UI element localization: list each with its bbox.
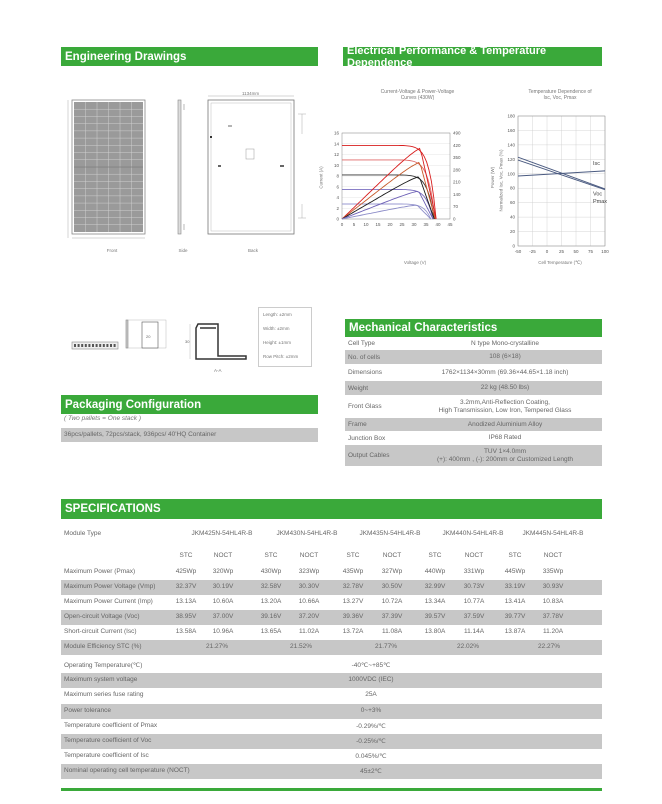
mech-row [345,381,602,395]
spec-value: 13.87A [504,628,526,635]
iv-ytick-label: 4 [336,195,339,200]
spec-value: 38.95V [175,613,197,620]
spec-value: 445Wp [504,568,526,575]
engineering-header [61,47,318,66]
spec-row [61,688,602,703]
efficiency-value: 22.02% [456,643,480,650]
connector-pin [96,344,98,347]
mech-label: Output Cables [348,452,390,459]
iv-y2tick-label: 210 [453,179,461,185]
mech-value-line: 108 (6×18) [489,353,521,361]
electrical-header-title: Electrical Performance & Temperature Dependence [347,44,547,69]
spec-value: 39.16V [260,613,282,620]
spec-value: 331Wp [463,568,485,575]
common-value: -40℃~+85℃ [351,662,391,669]
spec-label: Temperature coefficient of Pmax [64,721,158,729]
spec-value: 10.96A [212,628,234,635]
svg-text:30: 30 [185,339,190,344]
connector-pin [78,344,80,347]
spec-value: 10.66A [298,598,320,605]
spec-row [61,719,602,734]
spec-label: Maximum series fuse rating [64,691,144,699]
iv-chart-title-line1: Current-Voltage & Power-Voltage [380,89,455,95]
spec-value: 327Wp [381,568,403,575]
mech-value [408,448,602,463]
connector-pin [99,344,101,347]
mechanical-header [345,319,602,337]
temp-ylabel: Normalized Isc, Voc, Pmax (%) [498,149,504,212]
stc-header: STC [179,552,193,559]
spec-value: 30.73V [463,583,485,590]
spec-row [61,580,602,595]
stc-header: STC [264,552,278,559]
mechanical-table [345,337,602,466]
spec-row [61,704,602,719]
spec-row [61,565,602,580]
electrical-header [343,44,602,69]
back-caption: Back [247,248,258,253]
connector-pin [81,344,83,347]
connector-pin [92,344,94,347]
spec-row [61,734,602,749]
efficiency-value: 22.27% [537,643,561,650]
spec-value: 13.34A [424,598,446,605]
common-value: -0.25%/℃ [356,738,386,745]
spec-value: 32.78V [342,583,364,590]
iv-xtick-label: 30 [411,222,417,227]
dim-row-pitch: Row Pitch: ±2mm [263,354,299,359]
noct-header: NOCT [299,552,319,559]
spec-value: 13.13A [175,598,197,605]
spec-value: 37.39V [381,613,403,620]
spec-value: 11.02A [298,628,320,635]
mech-value-line2: High Transmission, Low Iron, Tempered Glass [438,406,572,414]
packaging-note: ( Two pallets = One stack ) [64,415,142,422]
spec-value: 32.99V [424,583,446,590]
iv-xtick-label: 15 [375,222,381,227]
dim-width: Width: ±2mm [263,326,290,331]
mech-label: Front Glass [348,403,382,410]
side-view-drawing [178,100,184,234]
spec-value: 425Wp [175,568,197,575]
common-value: 0~+3% [360,706,382,714]
noct-header: NOCT [213,552,233,559]
iv-ytick-label: 12 [333,152,339,157]
spec-label: Temperature coefficient of Voc [64,737,152,744]
spec-value: 37.20V [298,613,320,620]
spec-row [61,527,602,541]
power-curve [342,191,433,219]
iv-xtick-label: 5 [352,222,356,227]
model-name: JKM425N-54HL4R-B [191,530,253,537]
spec-value: 37.00V [212,613,234,620]
mechanical-header-title: Mechanical Characteristics [349,322,498,334]
spec-value: 435Wp [342,568,364,575]
back-view-drawing [208,96,306,234]
spec-label: Module Type [64,530,102,537]
mech-value [408,421,602,429]
mech-row [345,337,602,350]
dimension-tolerances [258,307,312,367]
spec-label: Maximum Power Voltage (Vmp) [64,583,156,590]
spec-row [61,764,602,779]
specifications-header [61,499,602,519]
spec-row [61,658,602,673]
mech-value [408,434,602,442]
common-value: 45±2℃ [360,768,382,776]
spec-row [61,610,602,625]
model-name: JKM430N-54HL4R-B [276,530,338,537]
spec-value: 37.59V [463,613,485,620]
spec-value: 13.58A [175,628,197,635]
mech-value-line2: (+): 400mm , (-): 200mm or Customized Length [436,455,573,463]
temp-xtick-label: 0 [545,249,549,254]
spec-value: 13.27V [342,598,364,605]
iv-xtick-label: 35 [423,222,429,227]
spec-value: 335Wp [542,568,564,575]
packaging-detail-row [61,428,318,442]
spec-label: Nominal operating cell temperature (NOCT) [64,767,190,775]
mech-row [345,395,602,418]
efficiency-value: 21.77% [374,643,398,650]
mech-row [345,445,602,466]
iv-y2tick-label: 280 [453,167,461,173]
spec-value: 39.77V [504,613,526,620]
iv-ytick-label: 16 [333,130,339,136]
mech-value [408,353,602,361]
noct-header: NOCT [543,552,563,559]
spec-label: Power tolerance [64,706,111,714]
packaging-detail: 36pcs/pallets, 72pcs/stack, 936pcs/ 40'HQ Container [64,431,217,438]
spec-value: 32.37V [175,583,197,590]
connector-pin [85,344,87,347]
temp-series-label: Isc [593,160,601,167]
power-curve [342,205,431,219]
iv-y2tick-label: 140 [453,191,461,197]
temp-xtick-label: -50 [514,249,522,254]
mech-value-line: 22 kg (48.50 lbs) [480,384,530,392]
spec-value: 30.50V [381,583,403,590]
iv-xtick-label: 10 [363,222,369,227]
mech-label: Dimensions [348,369,382,376]
specifications-header-title: SPECIFICATIONS [65,503,161,515]
frame-section-drawing [70,318,250,376]
spec-label: Module Efficiency STC (%) [64,643,142,650]
common-value: 25A [365,691,377,699]
spec-value: 13.20A [260,598,282,605]
temp-xtick-label: 25 [558,249,565,254]
spec-label: Short-circuit Current (Isc) [64,628,137,635]
spec-value: 11.20A [542,628,564,635]
iv-ytick-label: 14 [333,141,339,147]
mech-row [345,431,602,445]
back-top-dim: 1134mm [242,91,260,96]
bottom-rule [61,788,602,791]
temp-ytick-label: 20 [509,229,515,235]
common-value: 1000VDC (IEC) [348,676,394,684]
spec-row [61,549,602,563]
temp-xtick-label: 75 [587,249,594,254]
mech-value [408,384,602,392]
efficiency-value: 21.52% [289,643,313,650]
temp-ytick-label: 80 [509,185,515,191]
mech-value [408,340,602,348]
iv-curve [342,175,434,219]
spec-row [61,625,602,640]
spec-value: 10.83A [542,598,564,605]
temp-ytick-label: 60 [509,200,515,206]
temp-ytick-label: 180 [507,113,515,119]
spec-value: 30.93V [542,583,564,590]
temp-series-label: Voc [593,191,603,198]
mech-value-line: 3.2mm,Anti-Reflection Coating, [460,399,550,406]
spec-row [61,640,602,655]
iv-xtick-label: 25 [399,222,405,227]
mech-label: Junction Box [348,434,386,442]
spec-value: 30.30V [298,583,320,590]
mech-value-line: TUV 1×4.0mm [483,448,527,455]
mech-value [408,369,602,377]
engineering-drawings [62,90,320,260]
spec-value: 320Wp [212,568,234,575]
iv-ytick-label: 10 [333,162,339,168]
temp-xtick-label: -25 [529,249,536,254]
temp-xlabel: Cell Temperature (℃) [538,260,582,265]
spec-row [61,673,602,688]
spec-value: 39.57V [424,613,446,620]
noct-header: NOCT [382,552,402,559]
spec-label: Maximum Power (Pmax) [64,568,136,575]
iv-xtick-label: 0 [340,222,344,227]
iv-y2tick-label: 70 [453,204,459,210]
mech-value-line: Anodized Aluminium Alloy [467,420,543,428]
spec-label: Maximum Power Current (Imp) [64,598,153,605]
mech-value-line: N type Mono-crystalline [471,339,539,347]
stc-header: STC [346,552,360,559]
spec-value: 11.08A [381,628,403,635]
iv-ytick-label: 0 [336,216,339,222]
specifications-table [61,523,602,783]
mech-label: Cell Type [348,340,375,347]
front-caption: Front [106,248,118,253]
mech-row [345,350,602,364]
temp-ytick-label: 140 [507,142,515,148]
spec-value: 13.80A [424,628,446,635]
stc-header: STC [508,552,522,559]
connector-pin [74,344,76,347]
spec-label: Temperature coefficient of Isc [64,752,149,760]
spec-value: 323Wp [298,568,320,575]
connector-pin [110,344,112,347]
dim-length: Length: ±2mm [263,312,292,317]
front-view-drawing [68,100,145,238]
connector-pin [103,344,105,347]
connector-pin [106,344,108,347]
iv-ytick-label: 8 [336,173,339,179]
mech-row [345,364,602,381]
temp-ytick-label: 120 [507,156,515,162]
packaging-header [61,395,318,414]
spec-row [61,749,602,764]
iv-chart-title-line2: Curves (430W) [400,95,435,101]
efficiency-value: 21.27% [205,643,229,650]
common-value: -0.29%/℃ [356,722,386,730]
model-name: JKM435N-54HL4R-B [359,530,421,537]
iv-y2tick-label: 0 [453,216,456,222]
spec-value: 39.36V [342,613,364,620]
model-name: JKM440N-54HL4R-B [442,530,504,537]
side-caption: Side [178,248,188,253]
spec-value: 37.78V [542,613,564,620]
temp-chart-title-line1: Temperature Dependence of [528,89,592,95]
spec-label: Maximum system voltage [64,676,138,684]
spec-value: 440Wp [424,568,446,575]
spec-value: 10.72A [381,598,403,605]
iv-xtick-label: 40 [435,222,441,227]
spec-value: 10.60A [212,598,234,605]
iv-y2tick-label: 490 [453,130,461,136]
packaging-header-title: Packaging Configuration [65,398,202,411]
spec-value: 13.72A [342,628,364,635]
spec-value: 11.14A [463,628,485,635]
temp-chart [500,108,625,256]
spec-value: 30.19V [212,583,234,590]
iv-y2tick-label: 420 [453,142,461,148]
temp-xtick-label: 100 [601,249,609,254]
iv-ytick-label: 2 [336,205,339,211]
model-name: JKM445N-54HL4R-B [522,530,584,537]
iv-ylabel: Current (A) [318,166,324,189]
mech-label: No. of cells [348,353,381,361]
temp-ytick-label: 100 [507,171,515,177]
engineering-header-title: Engineering Drawings [65,50,187,63]
temp-chart-title-line2: Isc, Voc, Pmax [543,95,577,101]
iv-xtick-label: 45 [447,222,453,227]
mech-value-line: IP68 Rated [488,434,522,442]
iv-xtick-label: 20 [387,222,393,227]
mech-label: Frame [348,421,367,428]
iv-ytick-label: 6 [336,184,339,190]
temp-ytick-label: 0 [512,243,515,249]
spec-value: 430Wp [260,568,282,575]
noct-header: NOCT [464,552,484,559]
svg-text:20: 20 [146,334,151,339]
spec-label: Open-circuit Voltage (Voc) [64,613,140,620]
mech-value [408,399,602,414]
stc-header: STC [428,552,442,559]
dim-height: Height: ±1mm [263,340,291,345]
spec-value: 10.77A [463,598,485,605]
spec-value: 32.58V [260,583,282,590]
iv-y2label: Power (W) [490,166,496,189]
iv-chart-title [355,89,480,101]
common-value: 0.045%/℃ [355,753,387,761]
connector-pin [88,344,90,347]
spec-value: 13.41A [504,598,526,605]
temp-xtick-label: 50 [573,249,579,254]
connector-pin [114,344,116,347]
mech-label: Weight [348,384,369,392]
mech-row [345,418,602,431]
iv-y2tick-label: 350 [453,155,461,161]
iv-xlabel: Voltage (V) [403,260,427,265]
spec-row [61,595,602,610]
iv-chart [330,125,495,235]
spec-label: Operating Temperature(℃) [64,662,143,669]
temp-chart-title [505,89,615,101]
mech-value-line: 1762×1134×30mm (69.36×44.65×1.18 inch) [441,368,569,376]
temp-ytick-label: 40 [509,214,515,220]
temp-series-label: Pmax [593,198,608,205]
spec-value: 33.19V [504,583,526,590]
temp-ytick-label: 160 [507,127,515,133]
spec-value: 13.65A [260,628,282,635]
section-caption: A-A [214,368,222,373]
